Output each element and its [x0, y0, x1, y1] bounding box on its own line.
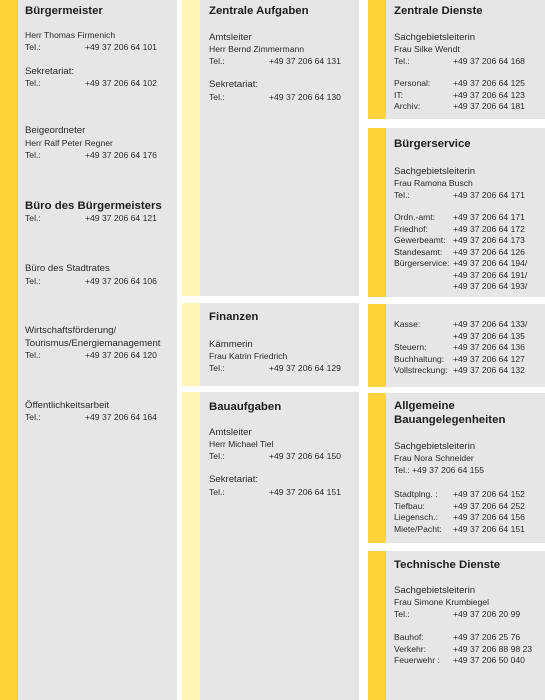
panel-bauaufgaben	[182, 392, 359, 700]
role-label: Sachgebietsleiterin	[394, 166, 476, 177]
contact-label: Bauhof:	[394, 632, 424, 642]
contact-label: Vollstreckung:	[394, 365, 448, 375]
phone-number: +49 37 206 64 164	[85, 412, 157, 422]
phone-row: Tel.: +49 37 206 64 129	[209, 363, 341, 373]
phone-number: +49 37 206 64 181	[453, 101, 525, 111]
panel-zentrale-dienste	[368, 0, 545, 119]
phone-number: +49 37 206 64 125	[453, 78, 525, 88]
yellow-stripe	[368, 0, 386, 119]
person-name: Herr Ralf Peter Regner	[25, 138, 113, 148]
section-title-buero-bm: Büro des Bürgermeisters	[25, 200, 162, 212]
phone-number: +49 37 206 64 131	[269, 56, 341, 66]
contact-row	[394, 632, 521, 642]
role-label: Amtsleiter	[209, 427, 252, 438]
contact-row	[394, 489, 525, 499]
contact-row	[394, 523, 525, 534]
phone-row: Tel.: +49 37 206 64 171	[394, 190, 525, 200]
phone-row: Tel.: +49 37 206 64 151	[209, 487, 341, 497]
phone-number: +49 37 206 64 252	[453, 500, 525, 511]
yellow-stripe	[368, 551, 386, 700]
phone-number: +49 37 206 64 150	[269, 451, 341, 461]
phone-number: +49 37 206 64 120	[85, 350, 157, 360]
contact-label: Tiefbau:	[394, 500, 425, 511]
phone-number: +49 37 206 25 76	[453, 632, 521, 642]
phone-number: +49 37 206 64 106	[85, 276, 157, 286]
phone-number: +49 37 206 64 176	[85, 150, 157, 160]
contact-row	[394, 246, 525, 257]
phone-line: Tel.: +49 37 206 64 155	[394, 465, 485, 475]
panel-kasse	[368, 304, 545, 387]
phone-number: +49 37 206 64 168	[453, 56, 525, 66]
phone-row: Tel.: +49 37 206 64 102	[25, 78, 157, 88]
yellow-stripe	[0, 0, 18, 700]
contact-label: Personal:	[394, 78, 431, 88]
section-title-zentrale-dienste: Zentrale Dienste	[394, 5, 483, 17]
contact-label: Verkehr:	[394, 643, 427, 654]
phone-number: +49 37 206 64 135	[453, 330, 525, 341]
contact-label: Gewerbeamt:	[394, 235, 446, 245]
yellow-stripe	[368, 128, 386, 297]
phone-row: Tel.: +49 37 206 64 168	[394, 56, 525, 66]
phone-number: +49 37 206 64 191/	[453, 269, 528, 280]
phone-number: +49 37 206 64 136	[453, 342, 525, 352]
yellow-stripe	[368, 304, 386, 387]
contact-row	[394, 655, 525, 665]
section-title-wirtschaft-2: Tourismus/Energiemanagement	[25, 338, 161, 349]
person-name: Herr Michael Tiel	[209, 439, 274, 449]
phone-number: +49 37 206 64 156	[453, 512, 525, 522]
contact-row	[394, 101, 525, 111]
phone-row: Tel.: +49 37 206 64 121	[25, 213, 157, 223]
section-title-stadtrat: Büro des Stadtrates	[25, 263, 110, 274]
phone-row: Tel.: +49 37 206 64 130	[209, 92, 341, 102]
contact-row	[394, 223, 525, 234]
phone-number: +49 37 206 64 133/	[453, 319, 528, 329]
contact-label: Ordn.-amt:	[394, 212, 436, 222]
contact-label: IT:	[394, 89, 404, 100]
contact-row	[394, 643, 533, 654]
contact-label: Buchhaltung:	[394, 353, 445, 364]
contact-row	[394, 212, 525, 222]
section-title-buergerservice: Bürgerservice	[394, 138, 471, 150]
contact-label: Miete/Pacht:	[394, 523, 442, 534]
phone-number: +49 37 206 64 193/	[453, 281, 528, 291]
panel-technische-dienste	[368, 551, 545, 700]
person-name: Frau Silke Wendt	[394, 44, 460, 54]
phone-row: Tel.: +49 37 206 64 101	[25, 42, 157, 52]
contact-row	[394, 258, 528, 268]
phone-number: +49 37 206 64 127	[453, 353, 525, 364]
contact-label: Feuerwehr :	[394, 655, 440, 665]
light-stripe	[182, 303, 200, 386]
phone-number: +49 37 206 20 99	[453, 609, 521, 619]
contact-label: Stadtplng. :	[394, 489, 438, 499]
section-title-bauangelegenheiten: Allgemeine	[394, 400, 455, 412]
phone-number: +49 37 206 64 132	[453, 365, 525, 375]
section-title-oeffentlichkeit: Öffentlichkeitsarbeit	[25, 400, 110, 411]
phone-number: +49 37 206 64 126	[453, 246, 525, 257]
section-title-beigeordneter: Beigeordneter	[25, 125, 86, 136]
phone-number: +49 37 206 64 173	[453, 235, 525, 245]
contact-label: Archiv:	[394, 101, 421, 111]
contact-label: Standesamt:	[394, 246, 443, 257]
role-label: Amtsleiter	[209, 32, 252, 43]
person-name: Frau Simone Krumbiegel	[394, 597, 490, 607]
contact-row	[394, 89, 525, 100]
section-title-technische-dienste: Technische Dienste	[394, 559, 501, 571]
phone-number: +49 37 206 64 130	[269, 92, 341, 102]
secretariat-label: Sekretariat:	[209, 79, 259, 90]
phone-row: Tel.: +49 37 206 64 131	[209, 56, 341, 66]
phone-number: +49 37 206 64 129	[269, 363, 341, 373]
phone-row: Tel.: +49 37 206 64 150	[209, 451, 341, 461]
contact-label: Steuern:	[394, 342, 427, 352]
role-label: Sachgebietsleiterin	[394, 32, 476, 43]
phone-row: Tel.: +49 37 206 20 99	[394, 609, 521, 619]
section-title-zentrale-aufgaben: Zentrale Aufgaben	[209, 5, 309, 17]
contact-row	[394, 342, 525, 352]
role-label: Sachgebietsleiterin	[394, 441, 476, 452]
contact-row	[394, 512, 525, 522]
phone-number: +49 37 206 64 151	[269, 487, 341, 497]
person-name: Frau Katrin Friedrich	[209, 351, 288, 361]
contact-row	[394, 319, 528, 329]
contact-label: Kasse:	[394, 319, 421, 329]
phone-number: +49 37 206 64 121	[85, 213, 157, 223]
person-name: Herr Thomas Firmenich	[25, 30, 116, 40]
phone-row: Tel.: +49 37 206 64 164	[25, 412, 157, 422]
section-title-wirtschaft: Wirtschaftsförderung/	[25, 325, 117, 336]
panel-zentrale-aufgaben	[182, 0, 359, 296]
phone-number: +49 37 206 50 040	[453, 655, 525, 665]
panel-bauangelegenheiten	[368, 393, 545, 543]
contact-row	[394, 500, 525, 511]
role-label: Kämmerin	[209, 339, 253, 350]
phone-number: +49 37 206 64 102	[85, 78, 157, 88]
contact-label: Friedhof:	[394, 223, 428, 234]
phone-row: Tel.: +49 37 206 64 106	[25, 276, 157, 286]
light-stripe	[182, 392, 200, 700]
phone-number: +49 37 206 64 101	[85, 42, 157, 52]
panel-leadership	[0, 0, 177, 700]
phone-row: Tel.: +49 37 206 64 120	[25, 350, 157, 360]
panel-buergerservice	[368, 128, 545, 297]
phone-number: +49 37 206 88 98 23	[453, 643, 533, 654]
contact-row	[394, 365, 525, 375]
contact-row	[394, 353, 525, 364]
secretariat-label: Sekretariat:	[25, 66, 75, 77]
secretariat-label: Sekretariat:	[209, 474, 259, 485]
phone-number: +49 37 206 64 172	[453, 223, 525, 234]
person-name: Frau Ramona Busch	[394, 178, 473, 188]
panel-finanzen	[182, 303, 359, 386]
section-title-finanzen: Finanzen	[209, 311, 259, 323]
phone-number: +49 37 206 64 171	[453, 212, 525, 222]
yellow-stripe	[368, 393, 386, 543]
light-stripe	[182, 0, 200, 296]
phone-number: +49 37 206 64 171	[453, 190, 525, 200]
phone-number: +49 37 206 64 123	[453, 89, 525, 100]
section-title-bauangelegenheiten-2: Bauangelegenheiten	[394, 414, 506, 426]
contact-row	[394, 78, 525, 88]
contact-label: Bürgerservice:	[394, 258, 450, 268]
section-title-buergermeister: Bürgermeister	[25, 5, 103, 17]
phone-row: Tel.: +49 37 206 64 176	[25, 150, 157, 160]
section-title-bauaufgaben: Bauaufgaben	[209, 401, 282, 413]
contact-label: Liegensch.:	[394, 512, 438, 522]
person-name: Frau Nora Schneider	[394, 453, 474, 463]
role-label: Sachgebietsleiterin	[394, 585, 476, 596]
phone-number: +49 37 206 64 151	[453, 523, 525, 534]
person-name: Herr Bernd Zimmermann	[209, 44, 305, 54]
phone-number: +49 37 206 64 194/	[453, 258, 528, 268]
phone-number: +49 37 206 64 152	[453, 489, 525, 499]
contact-row	[394, 235, 525, 245]
